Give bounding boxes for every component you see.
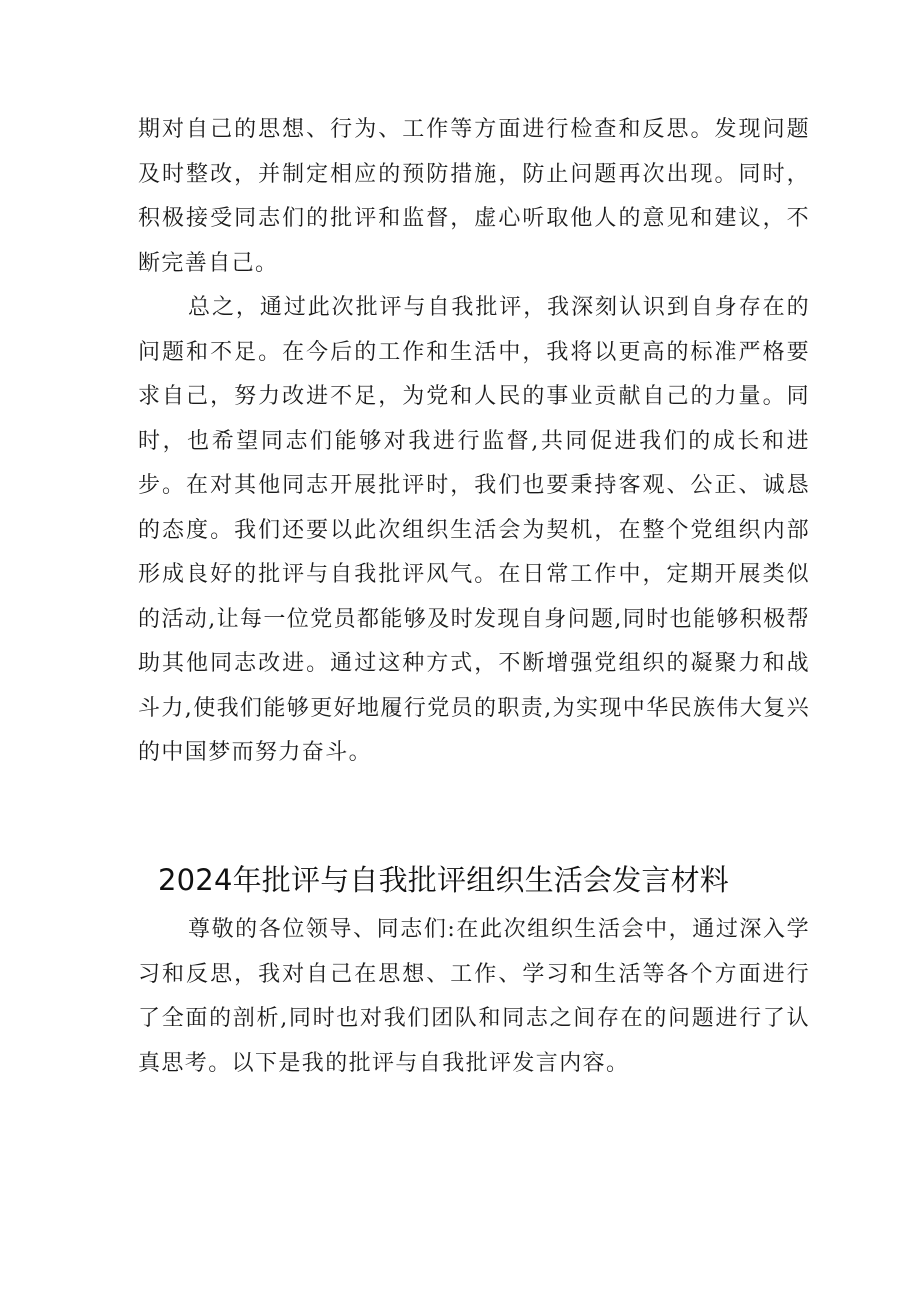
body-paragraph: 期对自己的思想、行为、工作等方面进行检查和反思。发现问题及时整改，并制定相应的预防措施，防止问题再次出现。同时，积极接受同志们的批评和监督，虚心听取他人的意见和建议，不断完善自己。	[138, 117, 810, 276]
opening-paragraph: 尊敬的各位领导、同志们:在此次组织生活会中，通过深入学习和反思，我对自己在思想、工作、学习和生活等各个方面进行了全面的剖析,同时也对我们团队和同志之间存在的问题进行了认真思考。以下是我的批评与自我批评发言内容。	[138, 917, 810, 1076]
document-heading: 2024年批评与自我批评组织生活会发言材料	[158, 863, 730, 897]
conclusion-paragraph: 总之，通过此次批评与自我批评，我深刻认识到自身存在的问题和不足。在今后的工作和生活中，我将以更高的标准严格要求自己，努力改进不足，为党和人民的事业贡献自己的力量。同时，也希望同志们能够对我进行监督,共同促进我们的成长和进步。在对其他同志开展批评时，我们也要秉持客观、公正、诚恳的态度。我们还要以此次组织生活会为契机，在整个党组织内部形成良好的批评与自我批评风气。在日常工作中，定期开展类似的活动,让每一位党员都能够及时发现自身问题,同时也能够积极帮助其他同志改进。通过这种方式，不断增强党组织的凝聚力和战斗力,使我们能够更好地履行党员的职责,为实现中华民族伟大复兴的中国梦而努力奋斗。	[138, 295, 810, 765]
